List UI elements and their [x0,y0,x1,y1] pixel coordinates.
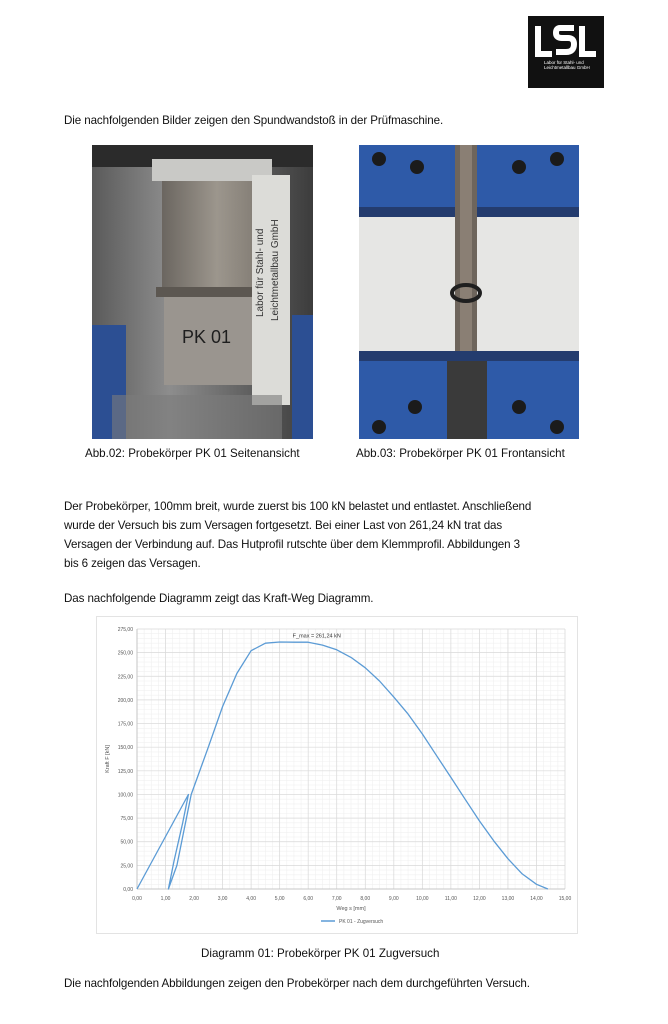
y-tick-label: 150,00 [117,745,133,752]
x-tick-label: 11,00 [444,896,457,902]
x-tick-label: 4,00 [246,896,257,902]
closing-text: Die nachfolgenden Abbildungen zeigen den Probekörper nach dem durchgeführten Versuch. [64,977,530,990]
y-tick-label: 250,00 [117,650,133,657]
paragraph-line-2: wurde der Versuch bis zum Versagen fortgesetzt. Bei einer Last von 261,24 kN trat das [64,519,503,532]
x-tick-label: 14,00 [530,896,543,902]
y-tick-label: 275,00 [117,627,133,633]
x-tick-label: 1,00 [160,896,171,902]
lsl-logo-mark [528,16,604,88]
paragraph-line-1: Der Probekörper, 100mm breit, wurde zuerst bis 100 kN belastet und entlastet. Anschließend [64,500,532,513]
photo-front-view [359,145,579,439]
y-tick-label: 175,00 [117,721,133,728]
fmax-annotation: F_max = 261,24 kN [292,633,341,640]
x-tick-label: 15,00 [558,896,572,902]
x-tick-label: 7,00 [331,896,342,902]
force-displacement-chart [96,616,578,934]
y-tick-label: 225,00 [117,674,133,681]
specimen-marking: PK 01 [182,327,232,347]
banner-text-line1: Labor für Stahl- und [255,228,266,317]
y-tick-label: 50,00 [120,839,133,846]
paragraph-line-4: bis 6 zeigen das Versagen. [64,557,201,570]
y-tick-label: 0,00 [123,887,133,893]
y-tick-label: 75,00 [120,816,133,823]
x-tick-label: 5,00 [274,896,285,902]
y-tick-label: 100,00 [117,792,133,799]
x-tick-label: 6,00 [303,896,314,902]
x-tick-label: 3,00 [217,896,228,902]
chart-caption: Diagramm 01: Probekörper PK 01 Zugversuch [201,947,440,960]
company-logo [528,16,604,88]
x-tick-label: 0,00 [132,896,142,902]
x-tick-label: 13,00 [501,896,515,902]
banner-text-line2: Leichtmetallbau GmbH [270,219,281,321]
x-axis-label: Weg s [mm] [336,906,366,912]
logo-subtext: Labor für Stahl- und Leichtmetallbau GmbH [544,60,590,70]
y-tick-label: 125,00 [117,768,133,775]
x-tick-label: 10,00 [416,896,429,902]
y-tick-label: 200,00 [117,697,133,704]
paragraph-line-3: Versagen der Verbindung auf. Das Hutprofil rutschte über dem Klemmprofil. Abbildungen 3 [64,538,520,551]
test-description [64,497,531,573]
x-tick-label: 2,00 [189,896,199,902]
photo-side-view [92,145,313,439]
y-axis-label: Kraft F [kN] [105,745,111,773]
x-tick-label: 12,00 [473,896,486,902]
x-tick-label: 9,00 [388,896,399,902]
photo-caption-front: Abb.03: Probekörper PK 01 Frontansicht [356,447,565,460]
photo-caption-side: Abb.02: Probekörper PK 01 Seitenansicht [85,447,300,460]
x-tick-label: 8,00 [360,896,371,902]
legend-label: PK 01 - Zugversuch [339,919,384,925]
y-tick-label: 25,00 [120,863,133,870]
intro-text: Die nachfolgenden Bilder zeigen den Spundwandstoß in der Prüfmaschine. [64,114,444,127]
diagram-intro: Das nachfolgende Diagramm zeigt das Kraft-Weg Diagramm. [64,592,374,605]
